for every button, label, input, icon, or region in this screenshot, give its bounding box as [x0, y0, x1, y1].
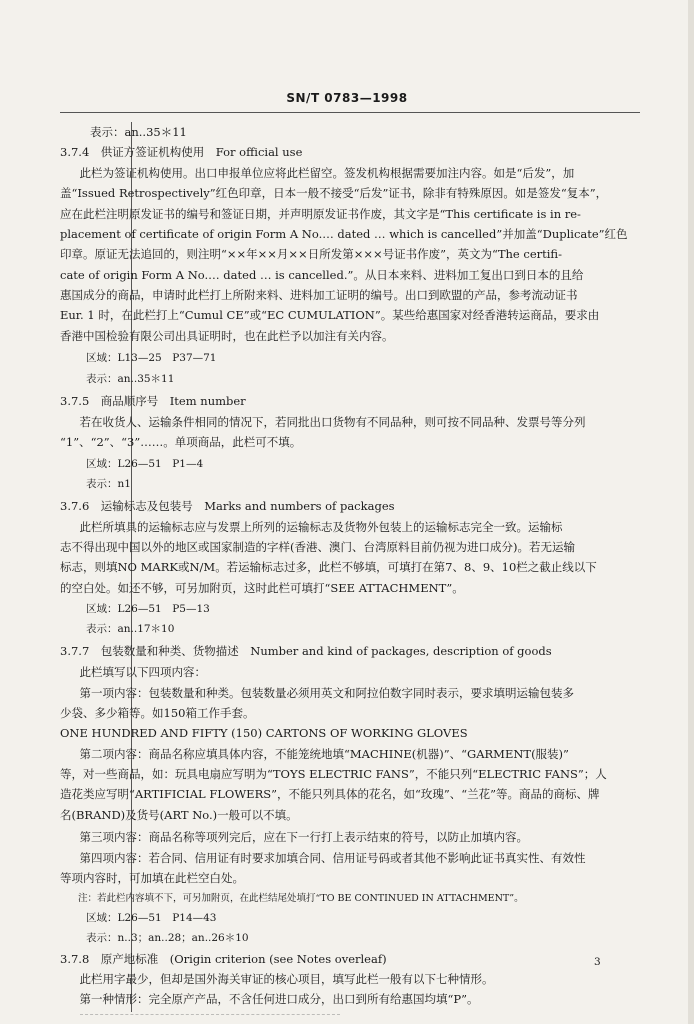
text-line: 区域：L13—25 P37—71	[86, 352, 217, 364]
text-line: 此栏用字最少，但却是国外海关审证的核心项目，填写此栏一般有以下七种情形。	[68, 972, 494, 986]
text-line: 造花类应写明“ARTIFICIAL FLOWERS”，不能只列具体的花名，如“玫瑰”、“兰花”等。商品的商标、牌	[60, 787, 600, 801]
header-rule	[60, 112, 640, 113]
text-line: 第四项内容：若合同、信用证有时要求加填合同、信用证号码或者其他不影响此证书真实性、有效性	[68, 851, 586, 865]
text-line: 等项内容时，可加填在此栏空白处。	[60, 871, 244, 885]
text-line: 应在此栏注明原发证书的编号和签证日期，并声明原发证书作废，其文字是“This certificate is in re-	[60, 207, 581, 221]
text-line: 此栏为签证机构使用。出口申报单位应将此栏留空。签发机构根据需要加注内容。如是“后发”，加	[68, 166, 575, 180]
text-line: 志不得出现中国以外的地区或国家制造的字样(香港、澳门、台湾原料目前仍视为进口成分)。若无运输	[60, 540, 575, 554]
text-line: placement of certificate of origin Form A No.… dated … which is cancelled”并加盖“Duplicate”红色	[60, 227, 628, 241]
text-line: 名(BRAND)及货号(ART No.)一般可以不填。	[60, 808, 298, 822]
text-line: 印章。原证无法追回的，则注明“××年××月××日所发第×××号证书作废”，英文为“The certifi-	[60, 247, 562, 261]
section-heading: 3.7.4 供证方签证机构使用 For official use	[60, 145, 303, 159]
text-line: 等，对一些商品，如：玩具电扇应写明为“TOYS ELECTRIC FANS”，不能只列“ELECTRIC FANS”；人	[60, 767, 607, 781]
text-line: 惠国成分的商品，申请时此栏打上所附来料、进料加工证明的编号。出口到欧盟的产品，参考流动证书	[60, 288, 578, 302]
text-line: 第一项内容：包装数量和种类。包装数量必须用英文和阿拉伯数字同时表示，要求填明运输包装多	[68, 686, 574, 700]
text-line: 区域：L26—51 P1—4	[86, 458, 204, 470]
text-line: 表示：an..35＊11	[86, 373, 175, 385]
text-line: 若在收货人、运输条件相同的情况下，若同批出口货物有不同品种，则可按不同品种、发票号等分列	[68, 415, 586, 429]
text-line: 此栏所填具的运输标志应与发票上所列的运输标志及货物外包装上的运输标志完全一致。运输标	[68, 520, 563, 534]
text-line: 的空白处。如还不够，可另加附页，这时此栏可填打“SEE ATTACHMENT”。	[60, 581, 464, 595]
text-line: 第二项内容：商品名称应填具体内容，不能笼统地填“MACHINE(机器)”、“GARMENT(服装)”	[68, 747, 569, 761]
text-line: 表示：an..35＊11	[90, 125, 187, 139]
text-line: 表示：n..3；an..28；an..26＊10	[86, 932, 249, 944]
text-line: 盖“Issued Retrospectively”红色印章，日本一般不接受“后发”证书，除非有特殊原因。如是签发“复本”，	[60, 186, 608, 200]
text-line: 第一种情形：完全原产产品，不含任何进口成分，出口到所有给惠国均填“P”。	[68, 992, 479, 1006]
section-heading: 3.7.5 商品顺序号 Item number	[60, 394, 246, 408]
text-line: 此栏填写以下四项内容：	[68, 665, 206, 679]
note-line: 注：若此栏内容填不下，可另加附页，在此栏结尾处填打“TO BE CONTINUED IN ATTACHMENT”。	[78, 893, 524, 904]
section-heading: 3.7.7 包装数量和种类、货物描述 Number and kind of packages, description of goods	[60, 644, 552, 658]
section-heading: 3.7.8 原产地标准 (Origin criterion (see Notes overleaf)	[60, 952, 387, 966]
text-line: 第三项内容：商品名称等项列完后，应在下一行打上表示结束的符号，以防止加填内容。	[68, 830, 528, 844]
text-line: ONE HUNDRED AND FIFTY (150) CARTONS OF WORKING GLOVES	[60, 726, 468, 740]
text-line: 区域：L26—51 P14—43	[86, 912, 217, 924]
text-line: 少袋、多少箱等。如150箱工作手套。	[60, 706, 255, 720]
page-number: 3	[594, 956, 601, 968]
text-line: 表示：an..17＊10	[86, 623, 175, 635]
text-line: “1”、“2”、“3”……。单项商品，此栏可不填。	[60, 435, 302, 449]
text-line: cate of origin Form A No.… dated … is cancelled.”。从日本来料、进料加工复出口到日本的且给	[60, 268, 584, 282]
text-line: 标志，则填NO MARK或N/M。若运输标志过多，此栏不够填，可填打在第7、8、9、10栏之截止线以下	[60, 560, 597, 574]
page-edge	[688, 0, 694, 1024]
scan-artifact-dash	[80, 1014, 340, 1015]
section-heading: 3.7.6 运输标志及包装号 Marks and numbers of packages	[60, 499, 395, 513]
text-line: Eur. 1 时，在此栏打上“Cumul CE”或“EC CUMULATION”。某些给惠国家对经香港转运商品，要求由	[60, 308, 600, 322]
text-line: 区域：L26—51 P5—13	[86, 603, 210, 615]
text-line: 表示：n1	[86, 478, 131, 490]
page-header: SN/T 0783—1998	[286, 91, 408, 105]
text-line: 香港中国检验有限公司出具证明时，也在此栏予以加注有关内容。	[60, 329, 394, 343]
